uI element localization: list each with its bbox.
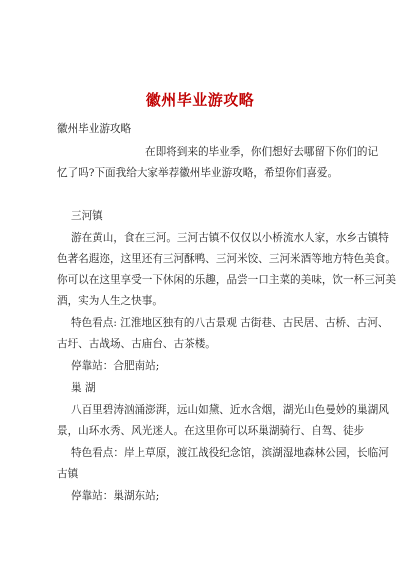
sanhe-para1-line-4: 酒，实为人生之快事。 [57, 295, 163, 307]
sanhe-para1-line-2: 色著名遐迩，这里还有三河酥鸭、三河米饺、三河米酒等地方特色美食。 [57, 253, 396, 265]
sanhe-para2-line-1: 特色看点: 江淮地区独有的八古景观 古街巷、古民居、古桥、古河、 [71, 317, 389, 329]
chaohu-stop: 停靠站：巢湖东站; [71, 490, 160, 502]
chaohu-para2-line-2: 古镇 [57, 468, 79, 480]
sanhe-para2-line-2: 古圩、古战场、古庙台、古茶楼。 [57, 338, 216, 350]
subtitle: 徽州毕业游攻略 [57, 123, 132, 135]
chaohu-para1-line-2: 景，山环水秀、风光迷人。在这里你可以环巢湖骑行、自驾、徒步 [57, 425, 365, 437]
page-title: 徽州毕业游攻略 [145, 91, 255, 109]
section-heading-chaohu: 巢 湖 [71, 382, 96, 394]
intro-line-1: 在即将到来的毕业季，你们想好去哪留下你们的记 [145, 146, 379, 158]
sanhe-para1-line-1: 游在黄山，食在三河。三河古镇不仅仅以小桥流水人家，水乡古镇特 [71, 232, 389, 244]
chaohu-para2-line-1: 特色看点：岸上草原，渡江战役纪念馆，滨湖湿地森林公园，长临河 [71, 447, 389, 459]
chaohu-para1-line-1: 八百里碧涛汹涌澎湃，远山如黛、近水含烟，湖光山色曼妙的巢湖风 [71, 404, 389, 416]
sanhe-para1-line-3: 你可以在这里享受一下休闲的乐趣，品尝一口主菜的美味，饮一杯三河美 [57, 274, 396, 286]
intro-line-2: 忆了吗?下面我给大家举荐徽州毕业游攻略，希望你们喜爱。 [57, 167, 339, 179]
sanhe-stop: 停靠站：合肥南站; [71, 360, 160, 372]
section-heading-sanhe: 三河镇 [71, 210, 103, 222]
